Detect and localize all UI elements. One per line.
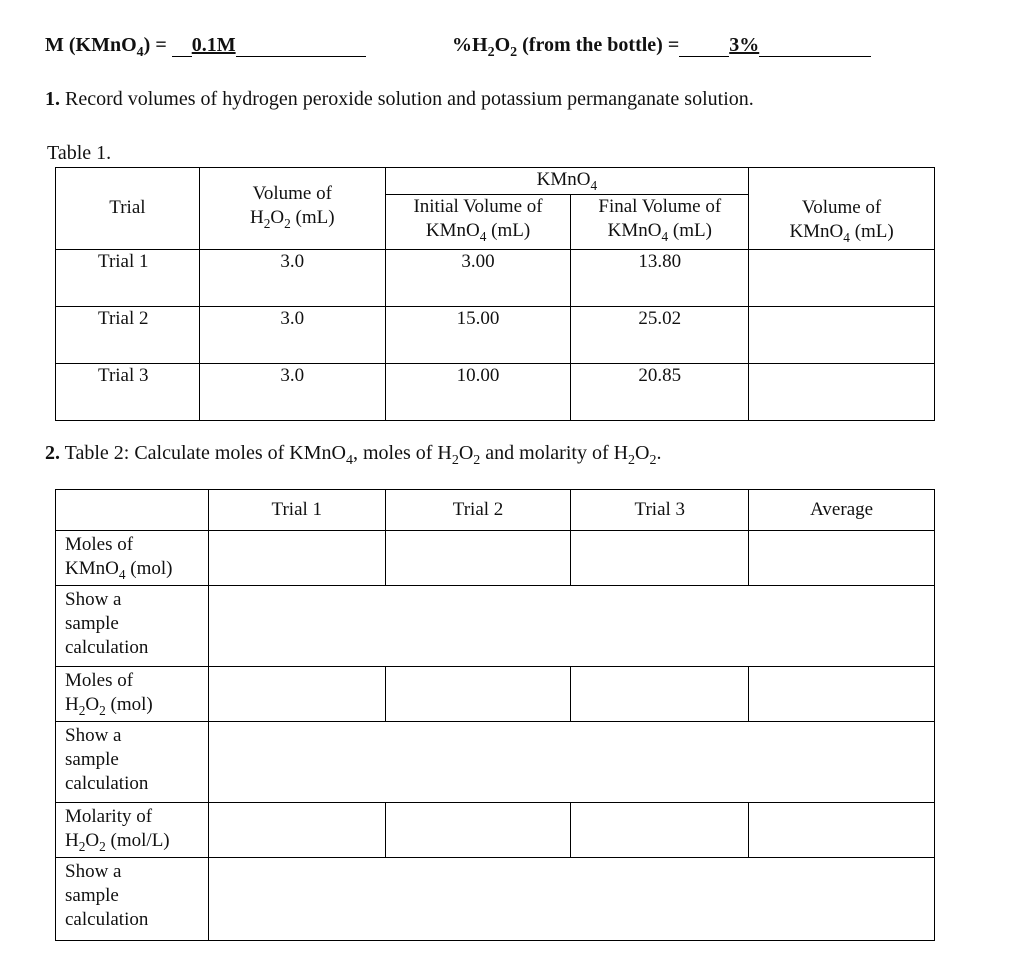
table-1-caption: Table 1. (47, 142, 112, 164)
col-header-trial-1: Trial 1 (208, 490, 385, 531)
question-2-text-mid: , moles of H (352, 442, 452, 464)
kmno4-label: KMnO (789, 221, 844, 242)
sample-line1: Show a (65, 589, 122, 610)
sample-line3: calculation (65, 909, 149, 930)
h2o2-volume-cell[interactable]: 3.0 (199, 307, 385, 364)
row-label-line2 (65, 693, 204, 717)
table-row (56, 307, 935, 364)
moles-kmno4-average[interactable] (749, 531, 935, 586)
row-label-line1: Molarity of (65, 806, 153, 827)
question-2-sub: 4 (345, 453, 353, 468)
unit-ml: (mL) (849, 221, 894, 242)
sample-calculation-molarity-h2o2[interactable] (208, 858, 934, 941)
sample-line1: Show a (65, 725, 122, 746)
unit-mol: (mol) (105, 694, 153, 715)
percent-value[interactable]: 3% (729, 34, 760, 56)
col-header-h2o2-line2 (200, 206, 385, 230)
initial-volume-cell[interactable]: 3.00 (385, 250, 571, 307)
question-2-number: 2. (45, 442, 60, 464)
unit-mol-per-l: (mol/L) (105, 830, 170, 851)
sample-line3: calculation (65, 637, 149, 658)
col-header-volume-line2 (749, 220, 934, 244)
kmno4-sub: 4 (843, 229, 850, 245)
molarity-h2o2-trial-1[interactable] (208, 803, 385, 858)
table-row (56, 531, 935, 586)
trial-name: Trial 3 (56, 364, 200, 421)
kmno4-sub: 4 (479, 228, 487, 244)
question-2-text-post: . (656, 442, 662, 464)
molarity-kmno4-header (45, 34, 366, 60)
col-header-h2o2-volume (199, 168, 385, 250)
col-header-trial-2: Trial 2 (385, 490, 571, 531)
question-2-sub: 2 (649, 453, 657, 468)
row-label-moles-kmno4 (56, 531, 209, 586)
col-header-initial-line1: Initial Volume of (413, 196, 543, 217)
row-label-line1: Moles of (65, 534, 134, 555)
kmno4-volume-cell[interactable] (749, 250, 935, 307)
kmno4-sub: 4 (590, 177, 598, 193)
sub-2: 2 (284, 215, 291, 231)
percent-label-mid: O (494, 34, 511, 56)
molarity-label-close: ) = (143, 34, 167, 56)
col-group-kmno4 (385, 168, 749, 195)
sample-line1: Show a (65, 861, 122, 882)
percent-label: %H (452, 34, 488, 56)
question-2-sub: 2 (451, 453, 459, 468)
sample-calculation-moles-kmno4[interactable] (208, 586, 934, 667)
row-label-line1: Moles of (65, 670, 134, 691)
h-symbol: H (65, 694, 79, 715)
col-header-initial-line2 (386, 219, 571, 243)
sample-line2: sample (65, 613, 119, 634)
molarity-h2o2-trial-3[interactable] (571, 803, 749, 858)
kmno4-volume-cell[interactable] (749, 364, 935, 421)
table-row (56, 667, 935, 722)
unit-ml: (mL) (290, 207, 335, 228)
corner-cell (56, 490, 209, 531)
o-symbol: O (85, 694, 100, 715)
final-volume-cell[interactable]: 13.80 (571, 250, 749, 307)
trial-name: Trial 1 (56, 250, 200, 307)
h2o2-volume-cell[interactable]: 3.0 (199, 364, 385, 421)
molarity-label-sub: 4 (136, 45, 144, 60)
kmno4-label: KMnO (607, 220, 662, 241)
unit-mol: (mol) (125, 558, 173, 579)
col-header-final-line1: Final Volume of (598, 196, 722, 217)
table-2 (55, 489, 935, 941)
col-header-final-line2 (571, 219, 748, 243)
moles-h2o2-trial-2[interactable] (385, 667, 571, 722)
final-volume-cell[interactable]: 25.02 (571, 307, 749, 364)
o-symbol: O (85, 830, 100, 851)
question-1-number: 1. (45, 88, 60, 110)
trial-name: Trial 2 (56, 307, 200, 364)
col-header-trial-label: Trial (109, 197, 146, 218)
col-header-trial (56, 168, 200, 250)
question-2-text-mid: O (635, 442, 650, 464)
o-symbol: O (270, 207, 285, 228)
table-row (56, 364, 935, 421)
blank-line (172, 38, 192, 57)
col-header-final-volume (571, 195, 749, 250)
sample-line3: calculation (65, 773, 149, 794)
col-header-average: Average (749, 490, 935, 531)
moles-kmno4-trial-3[interactable] (571, 531, 749, 586)
sample-line2: sample (65, 749, 119, 770)
h-symbol: H (65, 830, 79, 851)
initial-volume-cell[interactable]: 10.00 (385, 364, 571, 421)
question-2-text-mid: O (458, 442, 474, 464)
question-1-text: Record volumes of hydrogen peroxide solution and potassium permanganate solution. (60, 88, 754, 110)
row-label-line2 (65, 557, 204, 581)
row-label-sample-calculation (56, 722, 209, 803)
molarity-value[interactable]: 0.1M (191, 34, 236, 56)
sub-2: 2 (78, 702, 86, 718)
question-2-text-pre: Table 2: Calculate moles of KMnO (60, 442, 346, 464)
sample-line2: sample (65, 885, 119, 906)
row-label-sample-calculation (56, 586, 209, 667)
table-row (56, 858, 935, 941)
percent-label-post: (from the bottle) = (517, 34, 680, 56)
col-header-initial-volume (385, 195, 571, 250)
table-row (56, 586, 935, 667)
molarity-h2o2-average[interactable] (749, 803, 935, 858)
row-label-line2 (65, 829, 204, 853)
question-2-sub: 2 (473, 453, 481, 468)
molarity-label: M (KMnO (45, 34, 137, 56)
molarity-h2o2-trial-2[interactable] (385, 803, 571, 858)
blank-line (759, 38, 871, 57)
kmno4-volume-cell[interactable] (749, 307, 935, 364)
col-header-h2o2-line1: Volume of (252, 183, 332, 204)
question-2-text-mid: and molarity of H (480, 442, 629, 464)
unit-ml: (mL) (668, 220, 712, 241)
kmno4-sub: 4 (118, 566, 126, 582)
question-2 (45, 442, 662, 468)
col-header-kmno4-volume (749, 168, 935, 250)
sub-2: 2 (99, 702, 106, 718)
blank-line (679, 38, 729, 57)
row-label-sample-calculation (56, 858, 209, 941)
sample-calculation-moles-h2o2[interactable] (208, 722, 934, 803)
sub-2: 2 (263, 215, 271, 231)
question-2-sub: 2 (628, 453, 636, 468)
h2o2-volume-cell[interactable]: 3.0 (199, 250, 385, 307)
table-1 (55, 167, 935, 421)
table-row (56, 250, 935, 307)
sub-2: 2 (99, 838, 106, 854)
blank-line (236, 38, 366, 57)
kmno4-sub: 4 (661, 228, 669, 244)
percent-label-sub1: 2 (487, 45, 495, 60)
initial-volume-cell[interactable]: 15.00 (385, 307, 571, 364)
percent-label-sub2: 2 (510, 45, 518, 60)
question-1 (45, 88, 754, 111)
row-label-molarity-h2o2 (56, 803, 209, 858)
moles-h2o2-trial-3[interactable] (571, 667, 749, 722)
moles-h2o2-average[interactable] (749, 667, 935, 722)
moles-kmno4-trial-2[interactable] (385, 531, 571, 586)
kmno4-label: KMnO (536, 169, 591, 190)
final-volume-cell[interactable]: 20.85 (571, 364, 749, 421)
kmno4-label: KMnO (425, 220, 480, 241)
sub-2: 2 (78, 838, 86, 854)
col-header-trial-3: Trial 3 (571, 490, 749, 531)
moles-h2o2-trial-1[interactable] (208, 667, 385, 722)
unit-ml: (mL) (486, 220, 531, 241)
col-header-volume-line1: Volume of (801, 197, 882, 218)
moles-kmno4-trial-1[interactable] (208, 531, 385, 586)
table-row (56, 803, 935, 858)
percent-h2o2-header (452, 34, 871, 60)
h-symbol: H (249, 207, 264, 228)
row-label-moles-h2o2 (56, 667, 209, 722)
table-row (56, 722, 935, 803)
kmno4-label: KMnO (65, 558, 119, 579)
